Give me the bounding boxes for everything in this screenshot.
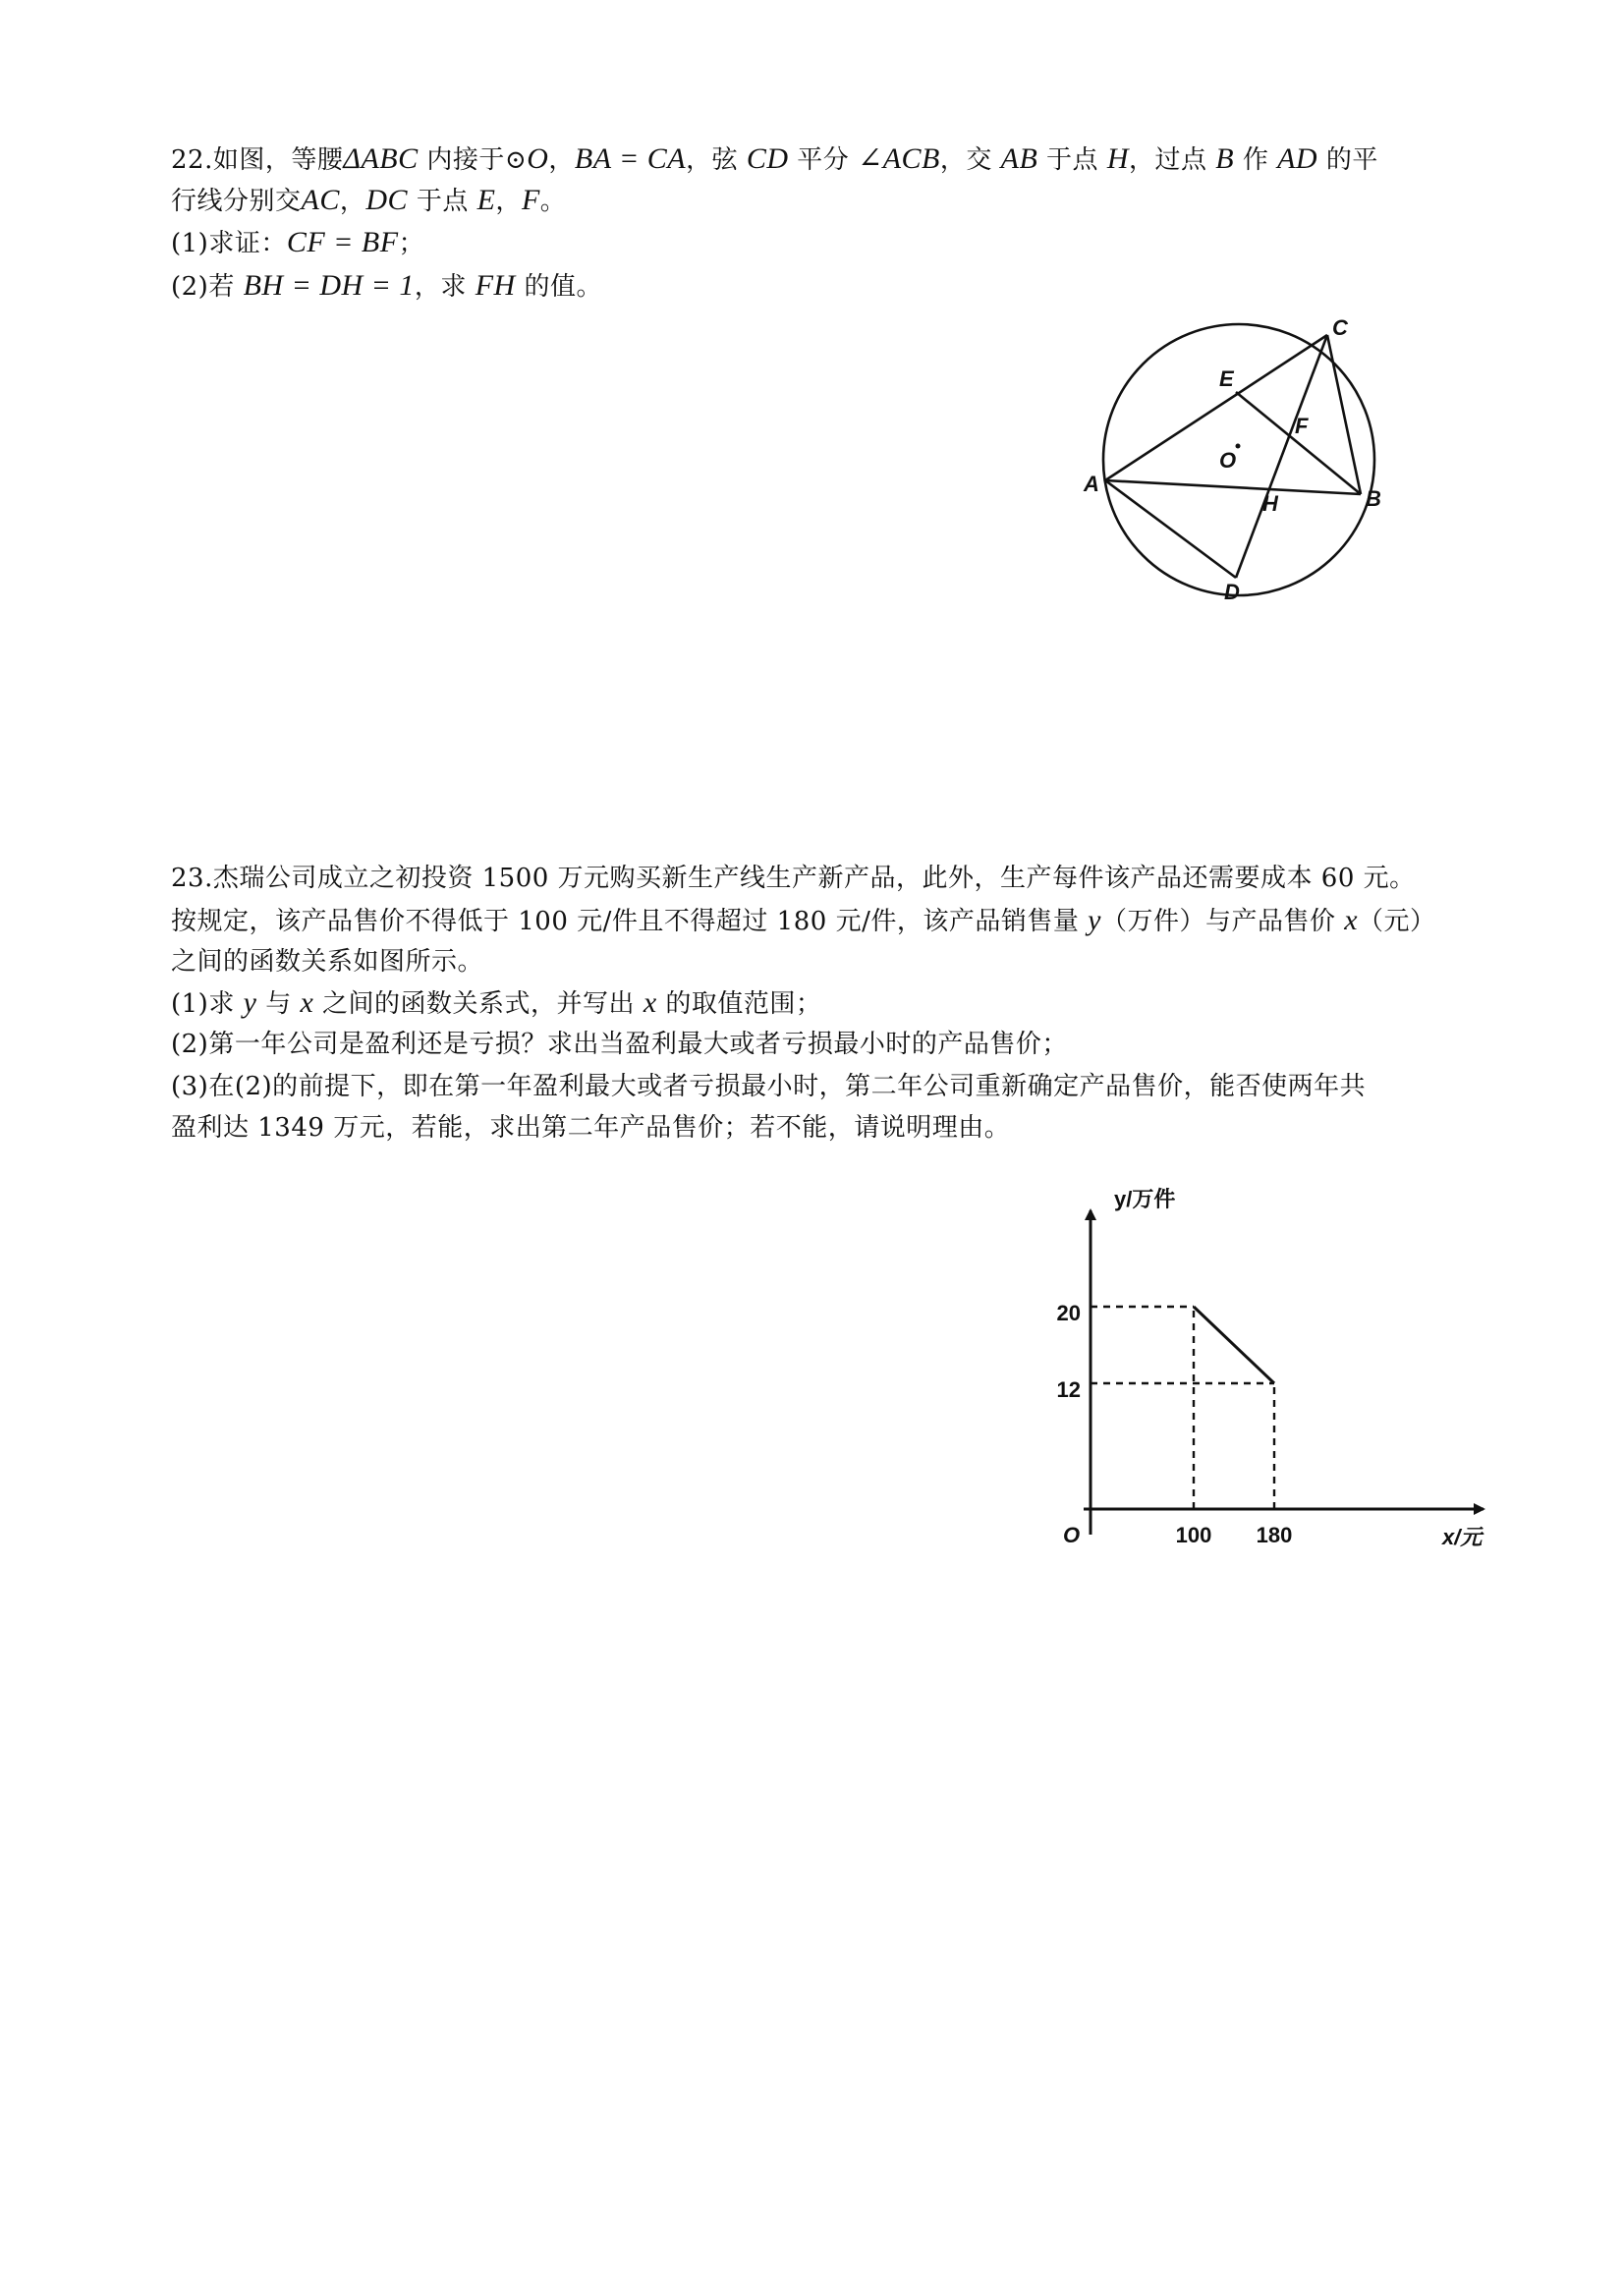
function-graph <box>1051 1179 1523 1592</box>
text: 的取值范围； <box>656 989 822 1019</box>
text: 之间的函数关系式，并写出 <box>313 989 644 1019</box>
label-a: A <box>1084 472 1099 496</box>
text: ， <box>495 187 522 216</box>
q22-statement-line-1 <box>171 142 1378 177</box>
y-tick-label-12: 12 <box>1056 1377 1081 1402</box>
text: ，交 <box>939 145 1001 175</box>
q22-part-1 <box>171 226 424 260</box>
q22-statement-line-2 <box>171 184 566 218</box>
math: E <box>476 184 496 216</box>
guide-lines <box>1091 1307 1274 1509</box>
text: 于点 <box>408 187 477 216</box>
y-tick-label-20: 20 <box>1056 1301 1081 1325</box>
y-axis-label: y/万件 <box>1114 1187 1176 1211</box>
label-o: O <box>1219 448 1237 473</box>
text: (2)若 <box>171 272 244 302</box>
math: AB <box>1000 142 1038 175</box>
text: 的值。 <box>515 272 602 302</box>
q23-statement-line-1: 23.杰瑞公司成立之初投资 1500 万元购买新生产线生产新产品，此外，生产每件该产品还需要成本 60 元。 <box>171 864 1416 893</box>
math: BH = DH = 1 <box>243 269 415 302</box>
text: 平分 <box>788 145 859 175</box>
text: ，求 <box>414 272 476 302</box>
text: ，弦 <box>686 145 747 175</box>
center-point-o <box>1236 444 1241 449</box>
text: ， <box>339 187 366 216</box>
label-c: C <box>1332 315 1348 340</box>
math: H <box>1106 142 1129 175</box>
text: ， <box>548 145 575 175</box>
text: 的平 <box>1317 145 1378 175</box>
text: 按规定，该产品售价不得低于 100 元/件且不得超过 180 元/件，该产品销售量 <box>171 907 1089 936</box>
text: 22.如图，等腰 <box>171 145 344 175</box>
q22-part-2 <box>171 269 602 304</box>
text: 作 <box>1234 145 1278 175</box>
math: ∠ACB <box>858 142 940 175</box>
math: CD <box>746 142 789 175</box>
q23-part-3-line-2: 盈利达 1349 万元，若能，求出第二年产品售价；若不能，请说明理由。 <box>171 1113 1011 1143</box>
label-h: H <box>1262 491 1278 516</box>
text: ； <box>398 229 425 258</box>
math: x <box>643 986 657 1019</box>
segment-ab <box>1105 480 1361 494</box>
text: 内接于⊙ <box>418 145 528 175</box>
math: AC <box>301 184 340 216</box>
text: 行线分别交 <box>171 187 302 216</box>
label-e: E <box>1219 366 1234 391</box>
series-lines <box>1194 1307 1274 1383</box>
math: DC <box>365 184 409 216</box>
math: O <box>527 142 549 175</box>
text: 于点 <box>1037 145 1107 175</box>
text: 。 <box>539 187 567 216</box>
label-b: B <box>1366 486 1381 511</box>
text: ，过点 <box>1128 145 1216 175</box>
math: F <box>521 184 540 216</box>
math: y <box>1088 904 1101 936</box>
math: BA = CA <box>574 142 687 175</box>
q23-part-2: (2)第一年公司是盈利还是亏损？求出当盈利最大或者亏损最小时的产品售价； <box>171 1030 1068 1059</box>
text: (1)求 <box>171 989 244 1019</box>
math: x <box>300 986 314 1019</box>
circle-geometry-figure <box>1081 305 1415 619</box>
math: y <box>243 986 257 1019</box>
math: x <box>1344 904 1359 936</box>
x-tick-label-100: 100 <box>1175 1523 1212 1547</box>
text: （万件）与产品售价 <box>1100 907 1345 936</box>
text: (1)求证： <box>171 229 287 258</box>
segment-ad <box>1105 480 1236 578</box>
q23-statement-line-2 <box>171 904 1436 938</box>
math: AD <box>1277 142 1318 175</box>
math: FH <box>475 269 516 302</box>
x-axis-label: x/元 <box>1442 1525 1483 1549</box>
x-tick-label-180: 180 <box>1256 1523 1293 1547</box>
label-f: F <box>1295 414 1309 438</box>
math: CF = BF <box>286 226 399 258</box>
text: （元） <box>1358 907 1436 936</box>
segment-ac <box>1105 335 1327 480</box>
q23-statement-line-3: 之间的函数关系如图所示。 <box>171 947 484 977</box>
label-d: D <box>1224 580 1240 604</box>
q23-part-1 <box>171 986 821 1021</box>
origin-label: O <box>1063 1523 1081 1547</box>
math: ΔABC <box>343 142 419 175</box>
q23-part-3-line-1: (3)在(2)的前提下，即在第一年盈利最大或者亏损最小时，第二年公司重新确定产品售价，能否使两年共 <box>171 1072 1367 1101</box>
text: 与 <box>256 989 301 1019</box>
series-segment-0-2 <box>1194 1307 1274 1383</box>
math: B <box>1215 142 1235 175</box>
